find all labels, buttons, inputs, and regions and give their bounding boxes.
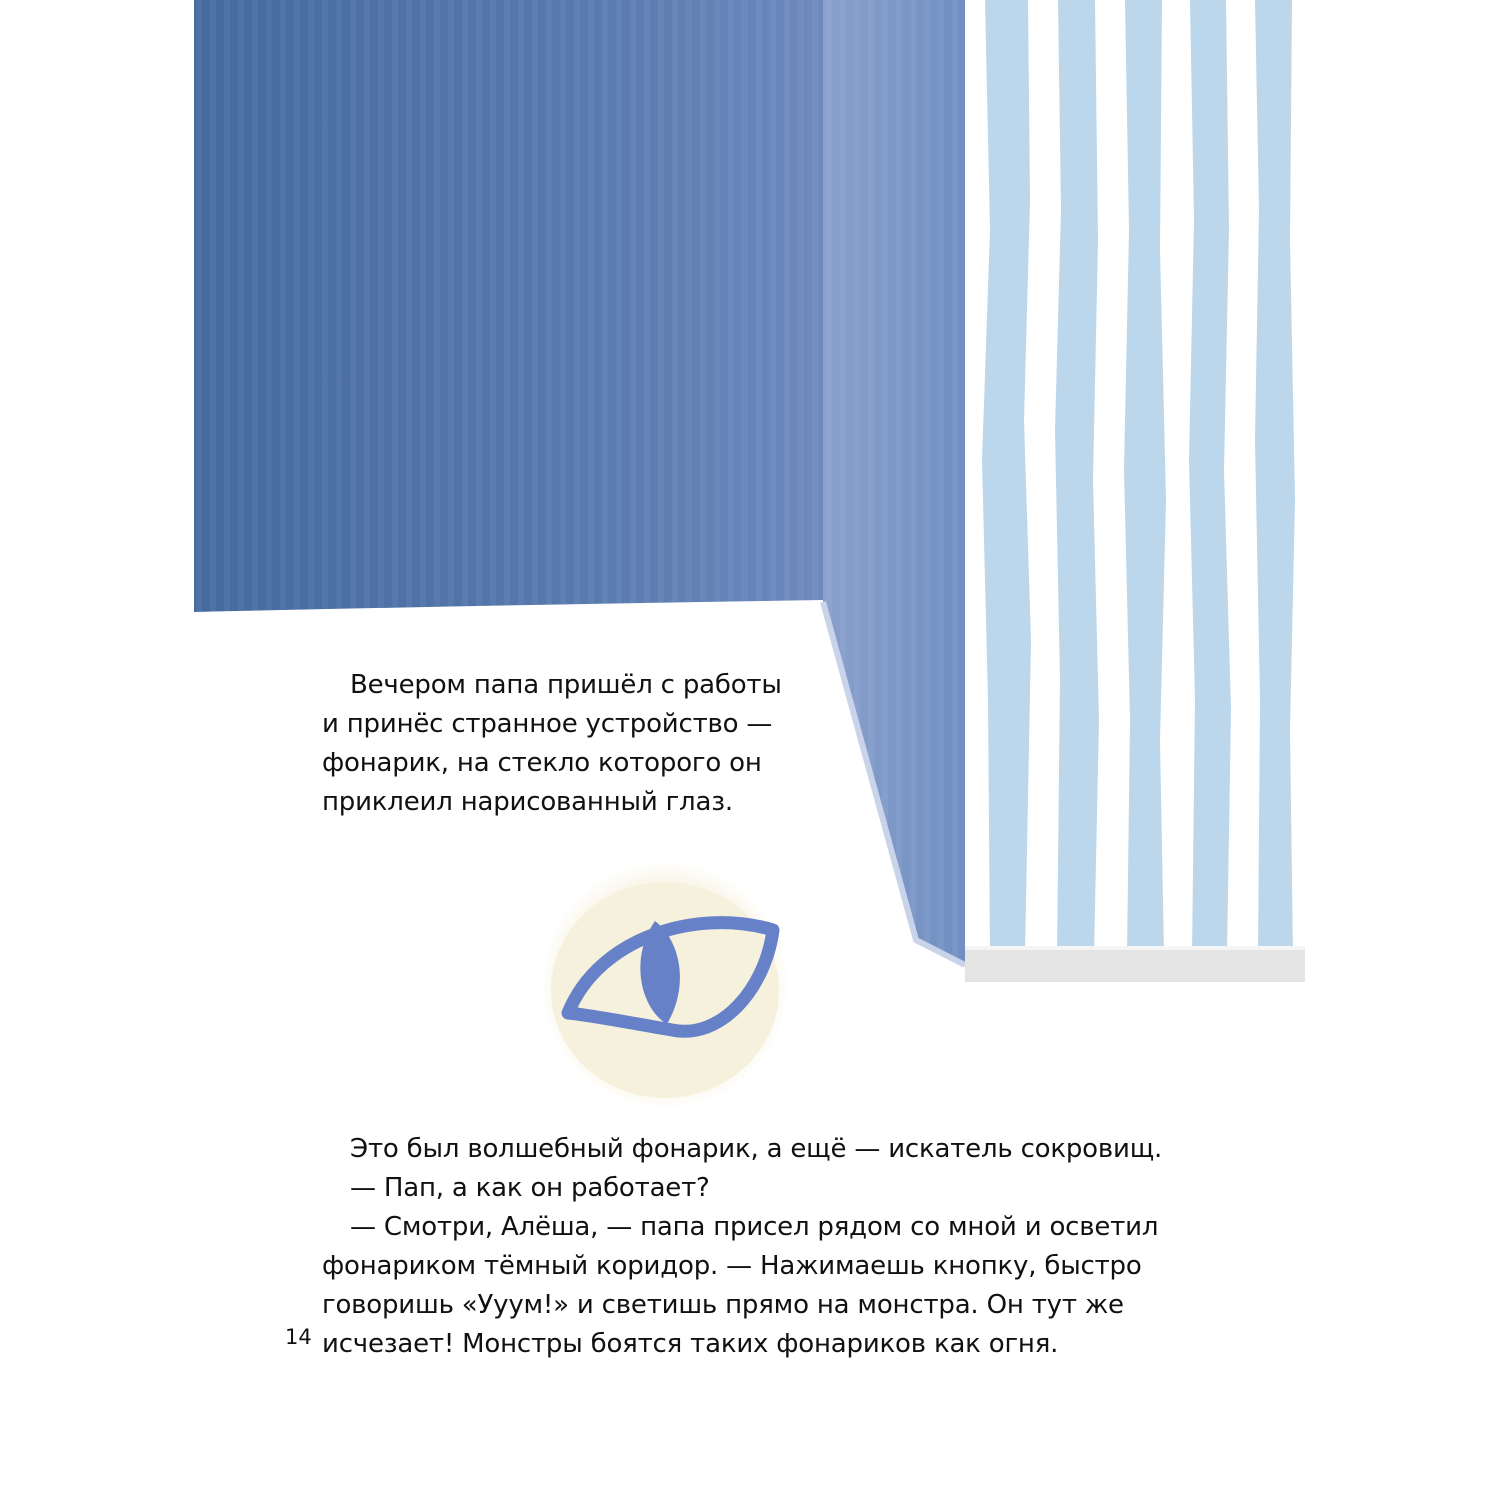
text-line: Вечером папа пришёл с работы bbox=[350, 670, 782, 700]
text-line: фонариком тёмный коридор. — Нажимаешь кнопку, быстро bbox=[322, 1251, 1142, 1281]
side-wall bbox=[823, 0, 965, 965]
text-line: — Смотри, Алёша, — папа присел рядом со мной и осветил bbox=[350, 1212, 1159, 1242]
striped-wall bbox=[965, 0, 1305, 982]
text-line: фонарик, на стекло которого он bbox=[322, 748, 762, 778]
text-line: исчезает! Монстры боятся таких фонариков как огня. bbox=[322, 1329, 1059, 1359]
back-wall bbox=[194, 0, 823, 612]
text-line: приклеил нарисованный глаз. bbox=[322, 787, 733, 817]
text-line: Это был волшебный фонарик, а ещё — искатель сокровищ. bbox=[350, 1134, 1163, 1164]
text-line: и принёс странное устройство — bbox=[322, 709, 773, 739]
text-line: — Пап, а как он работает? bbox=[350, 1173, 710, 1203]
page-number: 14 bbox=[285, 1325, 312, 1349]
paragraph-1 bbox=[322, 666, 782, 822]
text-line: говоришь «Ууум!» и светишь прямо на монстра. Он тут же bbox=[322, 1290, 1124, 1320]
paragraph-2 bbox=[322, 1130, 1162, 1364]
